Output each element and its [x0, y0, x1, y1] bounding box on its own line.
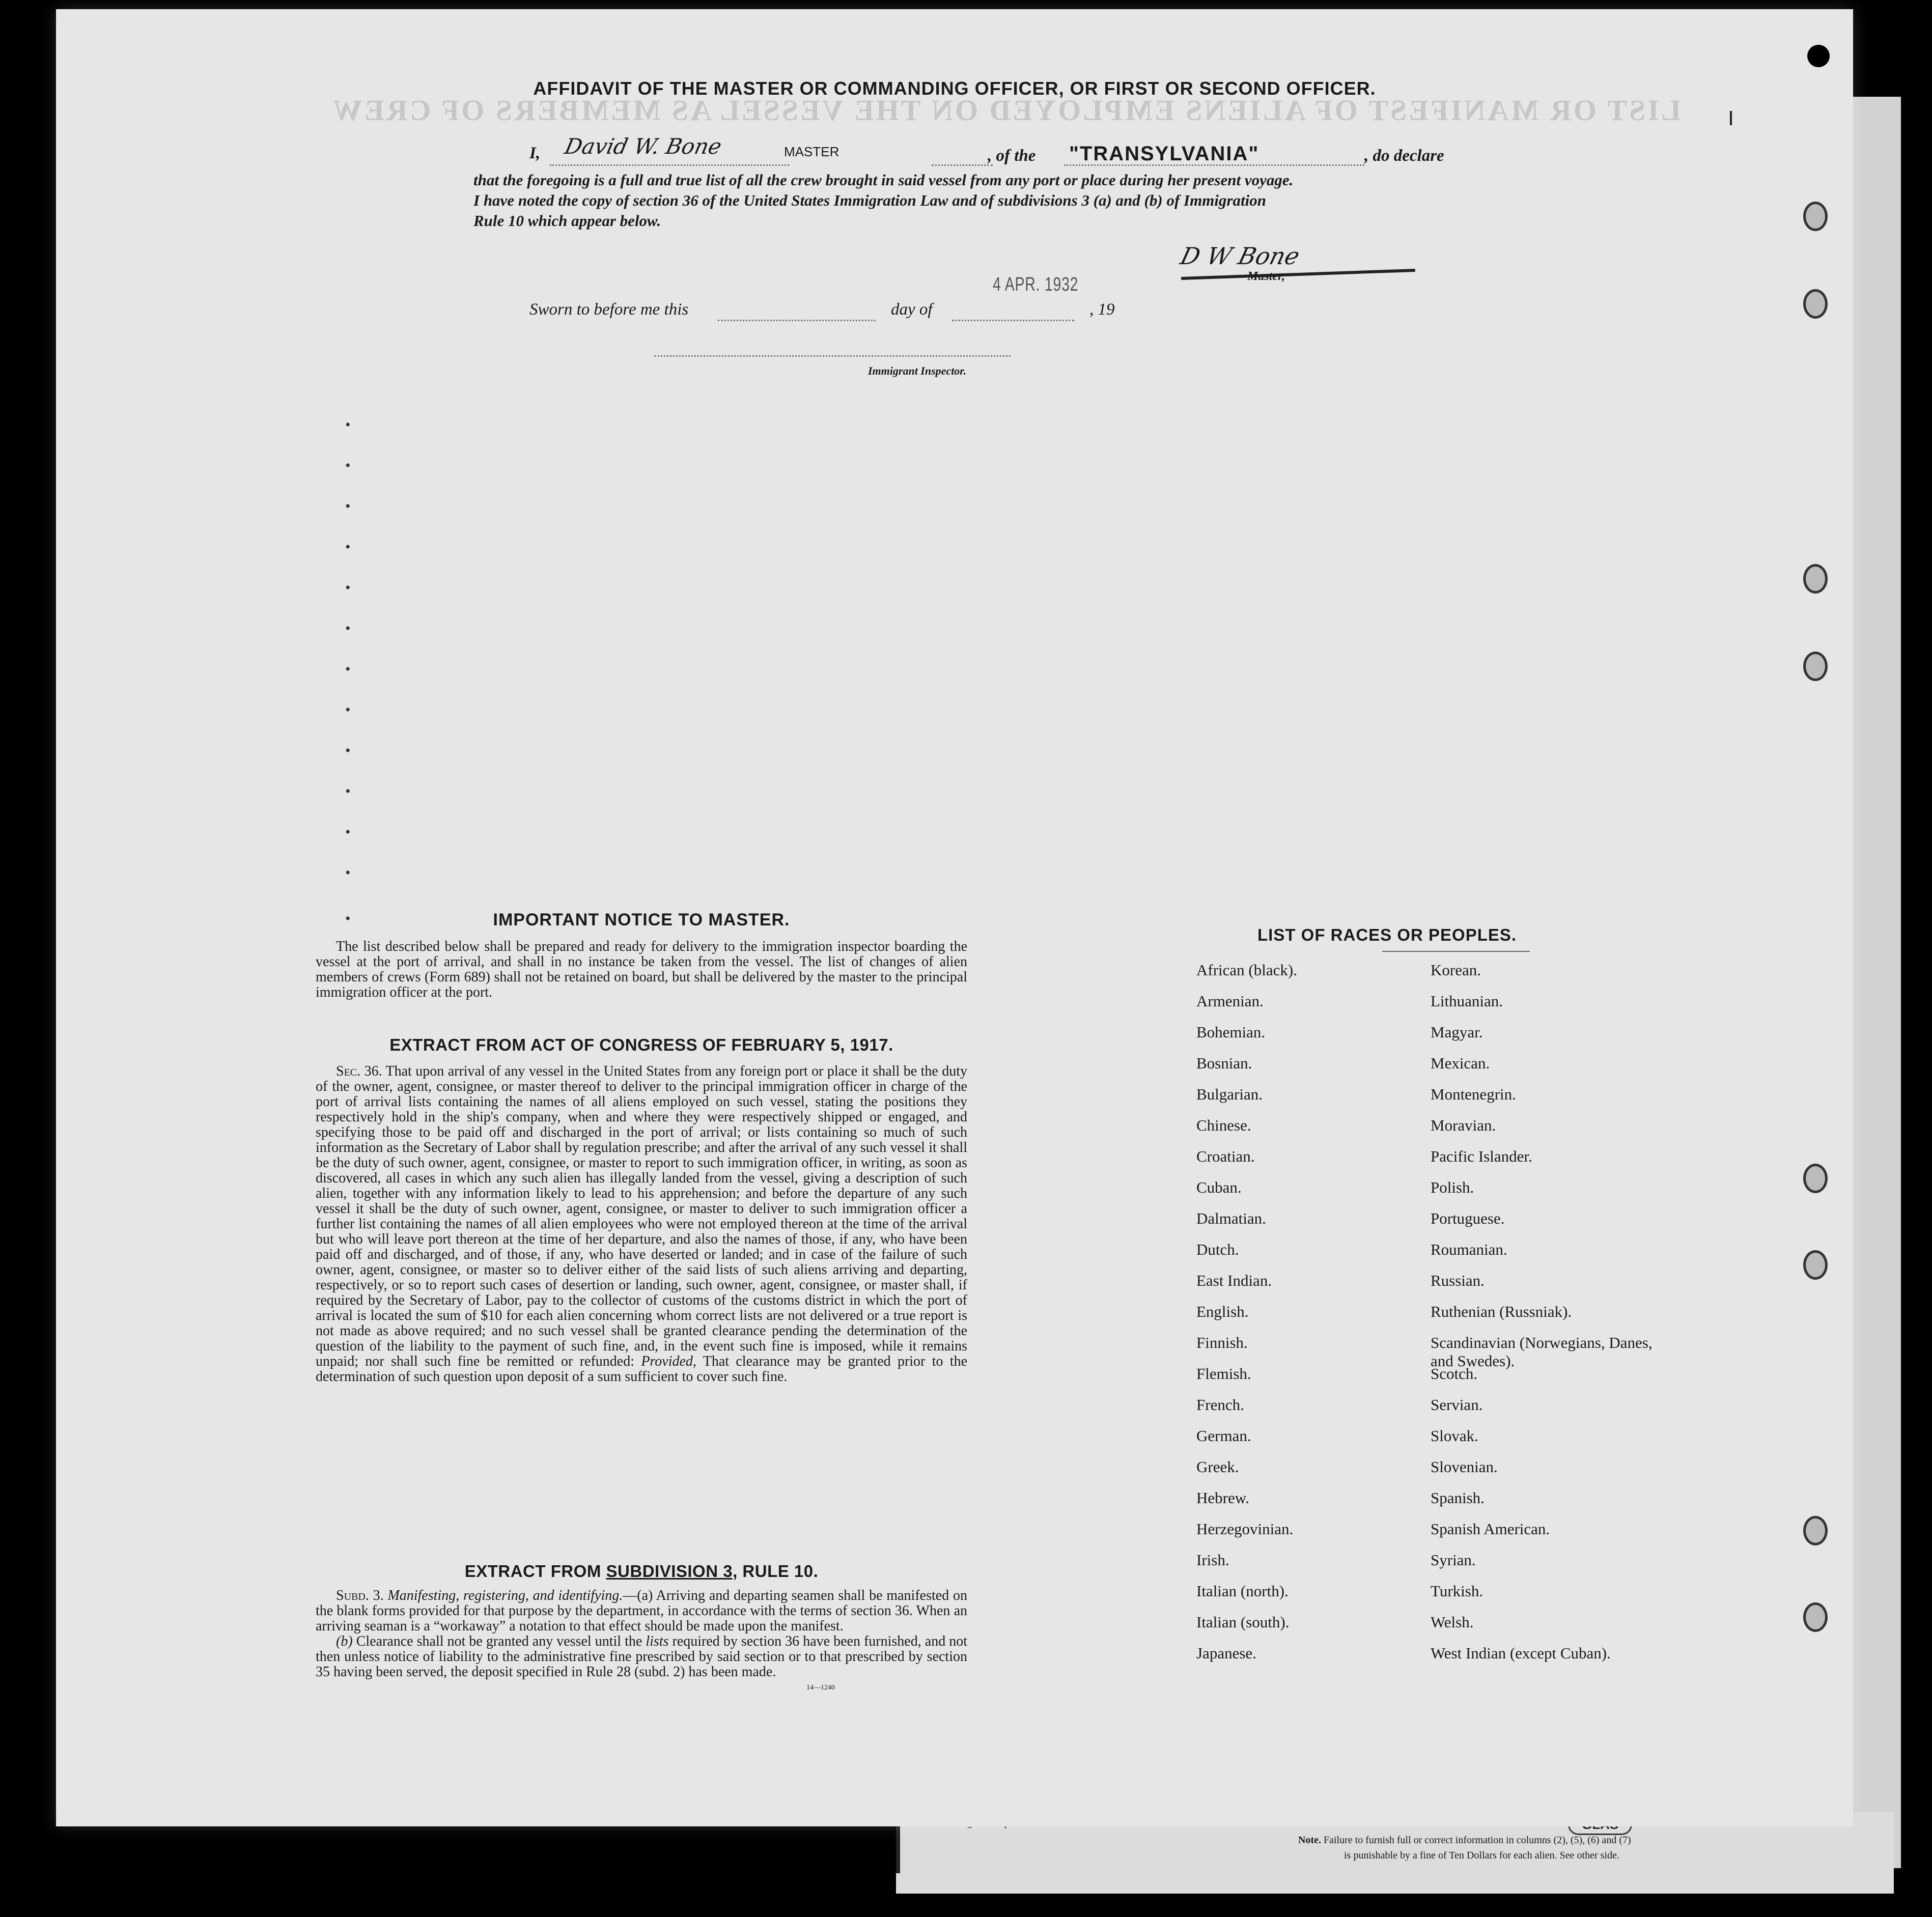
- underlying-note-label: Note.: [1298, 1835, 1321, 1846]
- race-item: French.: [1196, 1396, 1244, 1414]
- act-section: [316, 1035, 967, 1385]
- affidavit-signature: David W. Bone: [562, 134, 724, 159]
- subd-para-a-text: —(a) Arriving and departing seamen shall be manifested on the blank forms provided for that purpose by the department, in accordance with the terms of section 36. When an arriving seaman is a “workaway” a notation to that effect should be made upon the manifest.: [316, 1588, 967, 1634]
- inspector-line: [654, 355, 1011, 357]
- subd-label: Subd. 3.: [336, 1588, 384, 1603]
- master-signature: D W Bone: [1178, 242, 1303, 270]
- inspector-label: Immigrant Inspector.: [868, 364, 967, 377]
- notice-body: The list described below shall be prepared and ready for delivery to the immigration inspector boarding the vessel at the port of arrival, and shall in no instance be taken from the vessel. The list of changes of alien members of crews (Form 689) shall not be retained on board, but shall be delivered by the master to the principal immigration officer at the port.: [316, 939, 967, 1000]
- subdivision-section: [316, 1562, 967, 1692]
- race-item: Greek.: [1196, 1458, 1239, 1476]
- subd-b-lists: lists: [646, 1633, 669, 1649]
- race-item: Portuguese.: [1431, 1209, 1505, 1227]
- race-item: Polish.: [1431, 1178, 1474, 1196]
- race-item: East Indian.: [1196, 1272, 1272, 1289]
- affidavit-title: AFFIDAVIT OF THE MASTER OR COMMANDING OFFICER, OR FIRST OR SECOND OFFICER.: [533, 78, 1376, 99]
- race-item: Bosnian.: [1196, 1054, 1252, 1072]
- race-item: Bulgarian.: [1196, 1085, 1263, 1103]
- act-sec-label: Sec. 36.: [336, 1063, 382, 1079]
- row-dot: •: [345, 910, 351, 927]
- notice-title: IMPORTANT NOTICE TO MASTER.: [493, 910, 790, 929]
- race-item: Syrian.: [1431, 1551, 1476, 1569]
- punch-hole: [1803, 289, 1828, 319]
- races-title: LIST OF RACES OR PEOPLES.: [1257, 925, 1517, 944]
- race-item: Italian (north).: [1196, 1582, 1289, 1600]
- race-item: Russian.: [1431, 1272, 1485, 1289]
- race-item: Scandinavian (Norwegians, Danes, and Swedes).: [1431, 1334, 1653, 1370]
- row-dot: •: [345, 824, 351, 840]
- subdivision-para-b: [316, 1634, 967, 1680]
- race-item: Dalmatian.: [1196, 1209, 1266, 1227]
- subd-b-label: (b): [336, 1633, 353, 1649]
- races-column-1: [1196, 961, 1297, 1675]
- race-item: Irish.: [1196, 1551, 1229, 1569]
- race-item: Mexican.: [1431, 1054, 1490, 1072]
- vessel-line: [1064, 164, 1364, 166]
- affidavit-line-4: Rule 10 which appear below.: [473, 212, 661, 230]
- affidavit-of-the: , of the: [988, 147, 1036, 165]
- row-dot: •: [345, 701, 351, 718]
- subdivision-para-a: [316, 1588, 967, 1634]
- row-dot: •: [345, 539, 351, 555]
- sworn-day-line: [718, 320, 876, 321]
- race-item: Armenian.: [1196, 992, 1264, 1010]
- day-of-text: day of: [891, 300, 933, 319]
- punch-hole: [1803, 564, 1828, 594]
- punch-hole: [1803, 1250, 1828, 1280]
- subd-b-text-2: required by section 36 have been furnished, and not then unless notice of liability to the administrative fine prescribed by said section or to that prescribed by section 35 having been served, the deposit specified in Rule 28 (subd. 2) has been made.: [316, 1633, 968, 1680]
- race-item: Italian (south).: [1196, 1613, 1290, 1631]
- subdivision-title: [316, 1562, 967, 1581]
- race-item: Montenegrin.: [1431, 1085, 1516, 1103]
- role-line: [932, 164, 993, 166]
- race-item: Japanese.: [1196, 1644, 1256, 1662]
- race-item: Slovak.: [1431, 1427, 1478, 1445]
- notice-section: [316, 910, 967, 1000]
- races-column-2: [1431, 961, 1665, 1675]
- affidavit-do-declare: , do declare: [1364, 147, 1444, 165]
- race-item: German.: [1196, 1427, 1251, 1445]
- race-item: Dutch.: [1196, 1241, 1239, 1258]
- race-item: Lithuanian.: [1431, 992, 1503, 1010]
- row-dot: •: [345, 620, 351, 637]
- race-item: Bohemian.: [1196, 1023, 1266, 1041]
- punch-hole: [1803, 1602, 1828, 1632]
- act-body-end: That clearance may be granted prior to the determination of such question upon deposit of a sum sufficient to cover such fine.: [316, 1354, 968, 1385]
- name-line: [550, 164, 789, 166]
- row-dot: •: [345, 661, 351, 678]
- row-dot: •: [345, 783, 351, 800]
- race-item: Slovenian.: [1431, 1458, 1498, 1476]
- punch-hole: [1803, 652, 1828, 681]
- race-item: Ruthenian (Russniak).: [1431, 1303, 1572, 1320]
- punch-hole: [1803, 1516, 1828, 1545]
- race-item: Spanish American.: [1431, 1520, 1550, 1538]
- subd-b-text-1: Clearance shall not be granted any vessel until the: [356, 1633, 642, 1649]
- affidavit-line-3: I have noted the copy of section 36 of the United States Immigration Law and of subdivisions 3 (a) and (b) of Immigration: [473, 191, 1266, 209]
- corner-hole: [1807, 45, 1830, 67]
- race-item: Scotch.: [1431, 1365, 1478, 1383]
- race-item: Croatian.: [1196, 1147, 1255, 1165]
- race-item: Hebrew.: [1196, 1489, 1249, 1507]
- corner-tick: [1730, 111, 1732, 125]
- race-item: Cuban.: [1196, 1178, 1242, 1196]
- bleed-through-heading: LIST OR MANIFEST OF ALIENS EMPLOYED ON THE VESSEL AS MEMBERS OF CREW: [331, 94, 1681, 127]
- affidavit-line-2: that the foregoing is a full and true list of all the crew brought in said vessel from any port or place during her present voyage.: [473, 171, 1294, 189]
- master-label: Master,: [1247, 270, 1285, 283]
- form-number: 14—1240: [806, 1684, 835, 1692]
- races-title-rule: [1382, 951, 1530, 952]
- row-dot: •: [345, 864, 351, 881]
- race-item: Herzegovinian.: [1196, 1520, 1294, 1538]
- punch-hole: [1803, 1164, 1828, 1193]
- affidavit-role: MASTER: [784, 144, 839, 159]
- subdivision-title-prefix: EXTRACT FROM: [464, 1562, 601, 1581]
- race-item: Spanish.: [1431, 1489, 1485, 1507]
- vessel-name: "TRANSYLVANIA": [1069, 143, 1259, 165]
- act-body: [316, 1064, 967, 1385]
- punch-hole: [1803, 202, 1828, 231]
- race-item: Chinese.: [1196, 1116, 1251, 1134]
- signature-strike: [1181, 269, 1415, 280]
- document-page: [56, 9, 1853, 1826]
- race-item: Roumanian.: [1431, 1241, 1507, 1258]
- race-item: Moravian.: [1431, 1116, 1496, 1134]
- month-line: [952, 320, 1074, 321]
- race-item: Magyar.: [1431, 1023, 1483, 1041]
- sworn-text: Sworn to before me this: [529, 300, 689, 319]
- race-item: African (black).: [1196, 961, 1297, 979]
- underlying-note-2: [1298, 1835, 1631, 1846]
- date-stamp: 4 APR. 1932: [993, 274, 1079, 295]
- act-body-text: That upon arrival of any vessel in the United States from any foreign port or place it shall be the duty of the owner, agent, consignee, or master thereof to deliver to the principal immigration officer in charge of the port of arrival lists containing the names of all aliens employed on such vessel, stating the positions they respectively hold in the ship's company, when and where they were respectively shipped or engaged, and specifying those to be paid off and discharged in the port of arrival; or lists containing so much of such information as the Secretary of Labor shall by regulation prescribe; and after the arrival of any such vessel it shall be the duty of such owner, agent, consignee, or master to report to such immigration officer, in writing, as soon as discovered, all cases in which any such alien has illegally landed from the vessel, giving a description of such alien, together with any information likely to lead to his apprehension; and before the departure of any such vessel it shall be the duty of such owner, agent, consignee, or master to deliver to such immigration officer a further list containing the names of all alien employees who were not employed thereon at the time of the arrival but who will leave port thereon at the time of her departure, and also the names of those, if any, who have been paid off and discharged, and of those, if any, who have deserted or landed; and in case of the failure of such owner, agent, consignee, or master so to deliver either of the said lists of such aliens arriving and departing, respectively, or so to report such cases of desertion or landing, such owner, agent, consignee, or master shall, if required by the Secretary of Labor, pay to the collector of customs of the customs district in which the port of arrival is located the sum of $10 for each alien concerning whom correct lists are not delivered or a true report is not made as above required; and no such vessel shall be granted clearance pending the determination of the question of the liability to the payment of such fine, and, in the event such fine is imposed, while it remains unpaid; nor shall such fine be remitted or refunded:: [316, 1063, 967, 1369]
- subd-italic: Manifesting, registering, and identifying.: [387, 1588, 623, 1603]
- year-text: , 19: [1089, 300, 1115, 319]
- act-provided: Provided,: [641, 1354, 696, 1369]
- underlying-note-3: is punishable by a fine of Ten Dollars for each alien. See other side.: [1344, 1850, 1619, 1861]
- race-item: English.: [1196, 1303, 1249, 1320]
- row-dot: •: [345, 498, 351, 515]
- race-item: Servian.: [1431, 1396, 1483, 1414]
- race-item: Flemish.: [1196, 1365, 1251, 1383]
- race-item: West Indian (except Cuban).: [1431, 1644, 1611, 1662]
- row-dot: •: [345, 416, 351, 433]
- race-item: Welsh.: [1431, 1613, 1474, 1631]
- row-dot: •: [345, 457, 351, 474]
- row-dot: •: [345, 579, 351, 596]
- underlying-note-2-text: Failure to furnish full or correct information in columns (2), (5), (6) and (7): [1323, 1835, 1631, 1846]
- act-title: EXTRACT FROM ACT OF CONGRESS OF FEBRUARY 5, 1917.: [389, 1035, 893, 1054]
- race-item: Pacific Islander.: [1431, 1147, 1532, 1165]
- subdivision-title-suffix: RULE 10.: [742, 1562, 819, 1581]
- race-item: Turkish.: [1431, 1582, 1483, 1600]
- affidavit-i: I,: [529, 144, 541, 162]
- race-item: Korean.: [1431, 961, 1481, 979]
- row-dot: •: [345, 742, 351, 759]
- race-item: Finnish.: [1196, 1334, 1248, 1351]
- subdivision-title-underlined: SUBDIVISION 3,: [606, 1562, 738, 1581]
